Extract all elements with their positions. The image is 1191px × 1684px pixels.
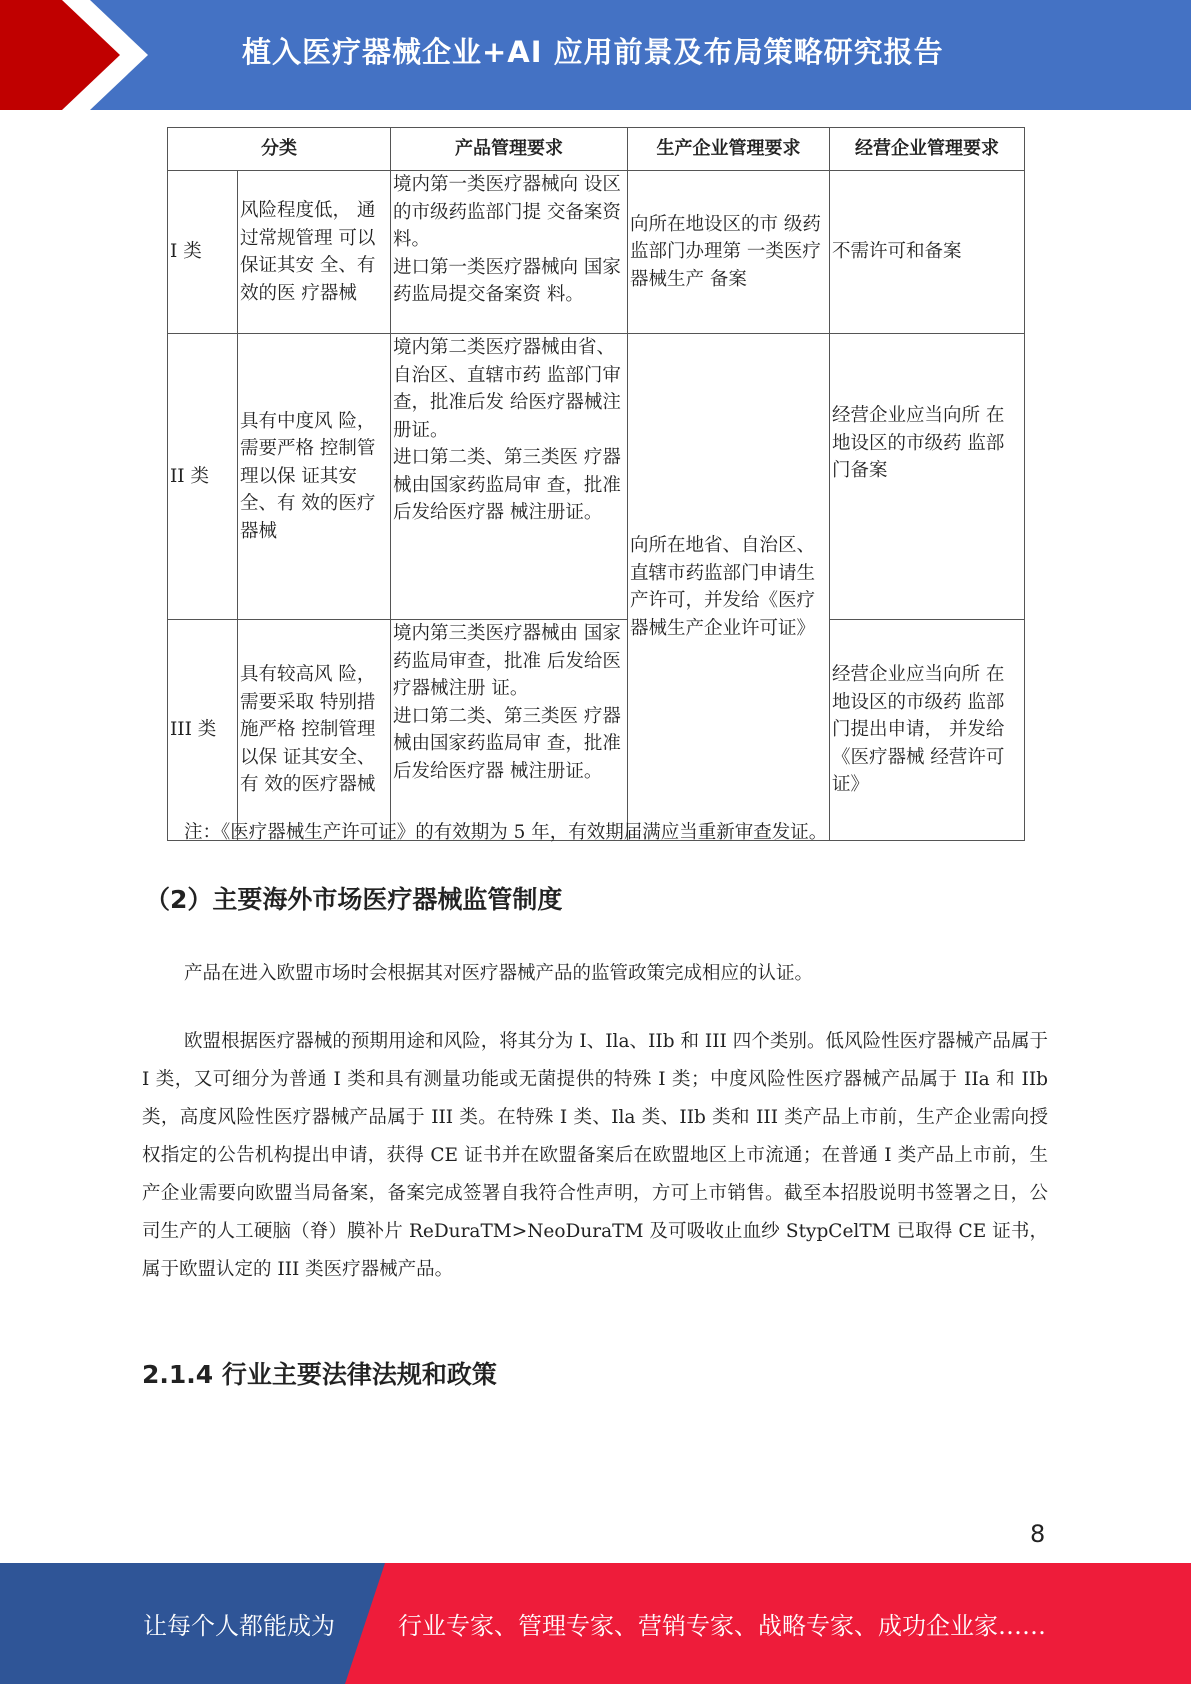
- product-requirement-text: 境内第三类医疗器械由 国家药监局审查，批准 后发给医疗器械注册 证。 进口第二类、第三类医 疗器械由国家药监局审 查，批准后发给医疗器 械注册证。: [393, 623, 621, 782]
- table-row: [168, 334, 1025, 620]
- class-label: III 类: [168, 620, 238, 841]
- class-label: II 类: [168, 334, 238, 620]
- business-requirement: 不需许可和备案: [830, 171, 1025, 334]
- table-header-row: [168, 128, 1025, 171]
- product-requirement-text: 境内第二类医疗器械由省、自治区、直辖市药 监部门审查，批准后发 给医疗器械注册证。 进口第二类、第三类医 疗器械由国家药监局审 查，批准后发给医疗器 械注册证。: [393, 337, 621, 523]
- header-category: 分类: [168, 128, 391, 171]
- risk-description: 风险程度低， 通过常规管理 可以保证其安 全、有效的医 疗器械: [238, 171, 391, 334]
- page-header: [0, 0, 1191, 110]
- table-row: [168, 620, 1025, 841]
- footer-slogan-left: 让每个人都能成为: [143, 1612, 335, 1640]
- footer-slogan-right: 行业专家、管理专家、营销专家、战略专家、成功企业家……: [398, 1612, 1046, 1640]
- section-heading: 2.1.4 行业主要法律法规和政策: [142, 1360, 497, 1389]
- production-requirement: 向所在地设区的市 级药监部门办理第 一类医疗器械生产 备案: [628, 171, 830, 334]
- table-row: [168, 171, 1025, 334]
- paragraph: 产品在进入欧盟市场时会根据其对医疗器械产品的监管政策完成相应的认证。: [184, 963, 814, 984]
- table-note: 注：《医疗器械生产许可证》的有效期为 5 年，有效期届满应当重新审查发证。: [184, 822, 828, 843]
- paragraph: 欧盟根据医疗器械的预期用途和风险，将其分为 I、Ila、IIb 和 III 四个类别。低风险性医疗器械产品属于 I 类，又可细分为普通 I 类和具有测量功能或无菌提供的特殊 I 类；中度风险性医疗器械产品属于 IIa 和 IIb 类，高度风险性医疗器械产品属于 III 类。在特殊 I 类、Ila 类、IIb 类和 III 类产品上市前，生产企业需向授权指定的公告机构提出申请，获得 CE 证书并在欧盟备案后在欧盟地区上市流通；在普通 I 类产品上市前，生产企业需要向欧盟当局备案，备案完成签署自我符合性声明，方可上市销售。截至本招股说明书签署之日，公司生产的人工硬脑（脊）膜补片 ReDuraTM>NeoDuraTM 及可吸收止血纱 StypCelTM 已取得 CE 证书，属于欧盟认定的 III 类医疗器械产品。: [142, 1031, 1048, 1280]
- business-requirement: 经营企业应当向所 在地设区的市级药 监部门提出申请， 并发给《医疗器械 经营许可证》: [830, 620, 1025, 841]
- business-requirement: 经营企业应当向所 在地设区的市级药 监部门备案: [830, 334, 1025, 620]
- page-number: 8: [1030, 1520, 1046, 1548]
- product-requirement: [391, 620, 628, 841]
- header-product-requirement: 产品管理要求: [391, 128, 628, 171]
- subsection-heading: （2）主要海外市场医疗器械监管制度: [145, 885, 563, 914]
- risk-description: 具有中度风 险，需要严格 控制管理以保 证其安全、有 效的医疗器械: [238, 334, 391, 620]
- product-requirement: [391, 171, 628, 334]
- header-business-requirement: 经营企业管理要求: [830, 128, 1025, 171]
- product-requirement: [391, 334, 628, 620]
- class-label: I 类: [168, 171, 238, 334]
- report-title: 植入医疗器械企业+AI 应用前景及布局策略研究报告: [242, 35, 944, 69]
- product-requirement-text: 境内第一类医疗器械向 设区的市级药监部门提 交备案资料。 进口第一类医疗器械向 国家药监局提交备案资 料。: [393, 174, 621, 305]
- device-classification-table: [167, 127, 1025, 841]
- header-production-requirement: 生产企业管理要求: [628, 128, 830, 171]
- production-requirement: 向所在地省、自治区、直辖市药监部门申请生产许可，并发给《医疗器械生产企业许可证》: [628, 334, 830, 841]
- risk-description: 具有较高风 险，需要采取 特别措施严格 控制管理以保 证其安全、有 效的医疗器械: [238, 620, 391, 841]
- header-arrow-graphic: [0, 0, 150, 110]
- page-footer: [0, 1563, 1191, 1684]
